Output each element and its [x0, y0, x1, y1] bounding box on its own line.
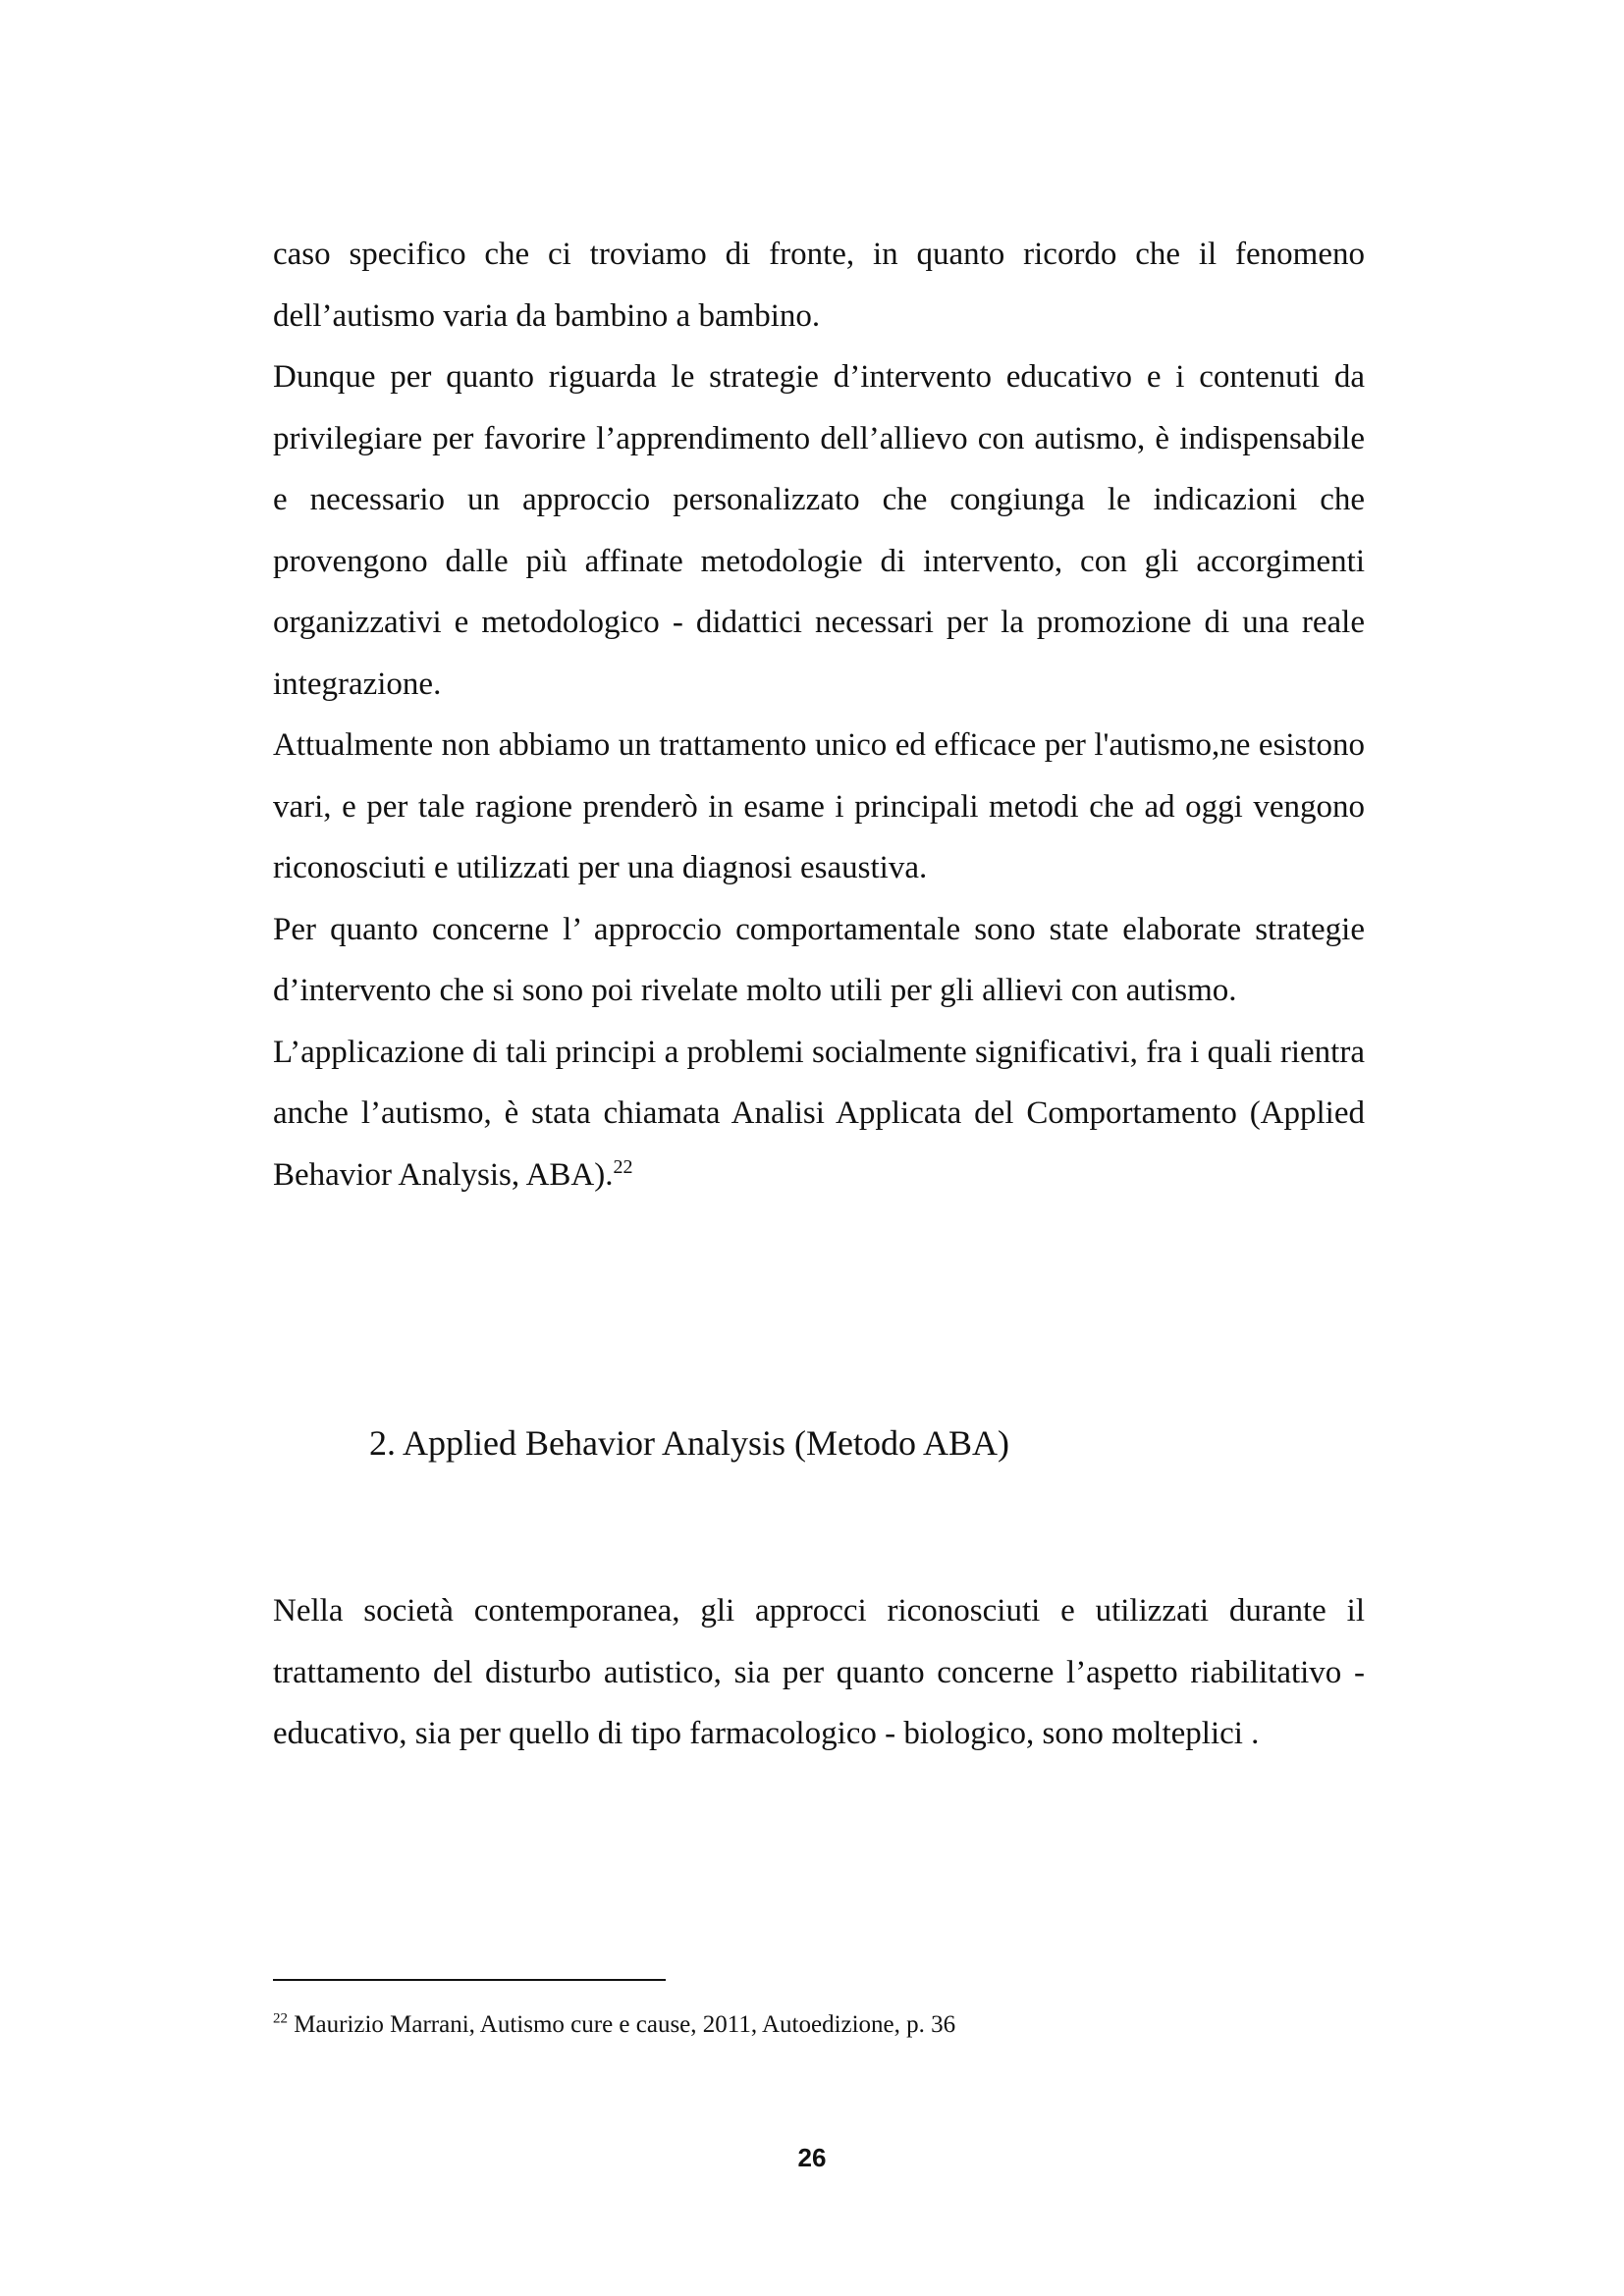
footnote-text: Maurizio Marrani, Autismo cure e cause, 2011, Autoedizione, p. 36	[294, 2011, 956, 2038]
page-number: 26	[797, 2143, 827, 2172]
section-heading	[369, 1418, 1009, 1468]
paragraph-aba-text: L’applicazione di tali principi a problemi socialmente significativi, fra i quali rientra anche l’autismo, è stata chiamata Analisi Applicata del Comportamento (Applied Behavior Analysis, ABA).	[273, 1034, 1365, 1193]
paragraph: Attualmente non abbiamo un trattamento unico ed efficace per l'autismo,ne esistono vari, e per tale ragione prenderò in esame i principali metodi che ad oggi vengono riconosciuti e utilizzati per una diagnosi esaustiva.	[273, 727, 1365, 885]
section-number: 2.	[369, 1423, 396, 1463]
footnote	[273, 2007, 955, 2043]
body-text-bottom	[273, 1580, 1365, 1765]
footnote-reference[interactable]: 22	[613, 1155, 633, 1178]
paragraph: Nella società contemporanea, gli approcci riconosciuti e utilizzati durante il trattamento del disturbo autistico, sia per quanto concerne l’aspetto riabilitativo - educativo, sia per quello di tipo farmacologico - biologico, sono molteplici .	[273, 1593, 1365, 1751]
paragraph: Per quanto concerne l’ approccio comportamentale sono state elaborate strategie d’intervento che si sono poi rivelate molto utili per gli allievi con autismo.	[273, 911, 1365, 1008]
section-title: Applied Behavior Analysis (Metodo ABA)	[403, 1423, 1009, 1463]
footnote-divider	[273, 1979, 666, 1981]
footnote-number: 22	[273, 2010, 288, 2027]
paragraph: caso specifico che ci troviamo di fronte, in quanto ricordo che il fenomeno dell’autismo varia da bambino a bambino.	[273, 237, 1365, 334]
paragraph-aba	[273, 1022, 1365, 1206]
body-text-top	[273, 224, 1365, 1205]
paragraph: Dunque per quanto riguarda le strategie d’intervento educativo e i contenuti da privilegiare per favorire l’apprendimento dell’allievo con autismo, è indispensabile e necessario un approccio personalizzato che congiunga le indicazioni che provengono dalle più affinate metodologie di intervento, con gli accorgimenti organizzativi e metodologico - didattici necessari per la promozione di una reale integrazione.	[273, 359, 1365, 702]
